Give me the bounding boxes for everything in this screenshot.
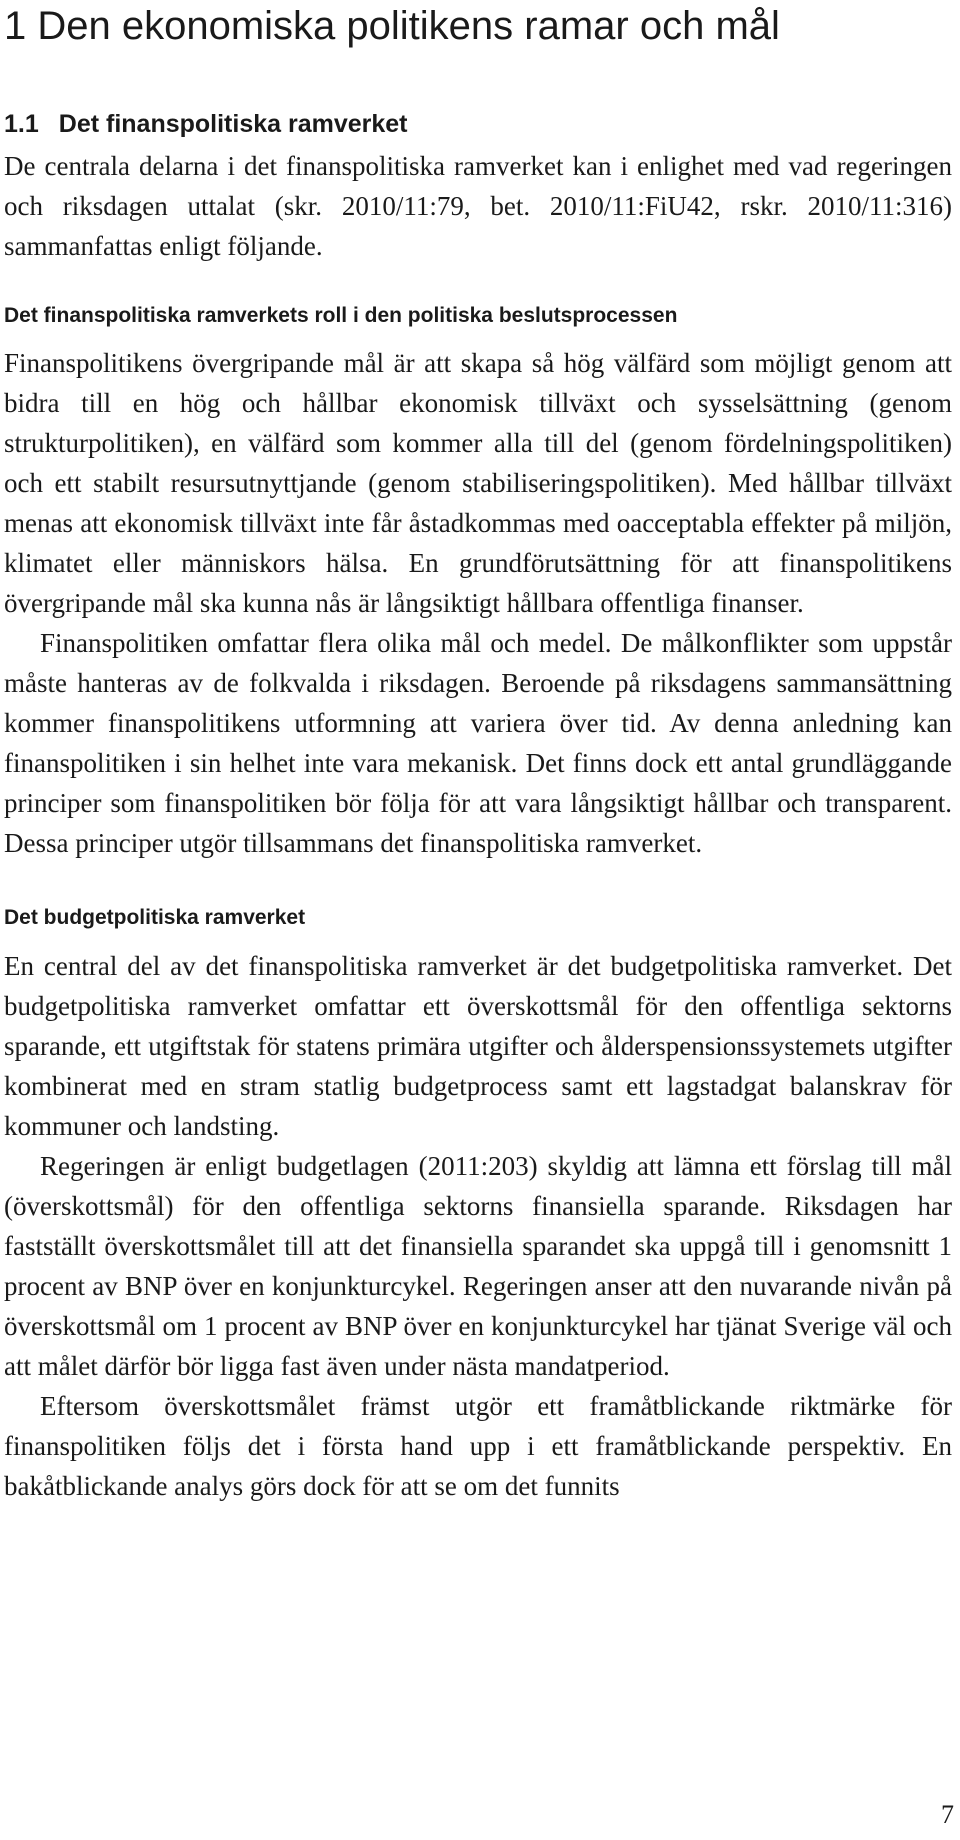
chapter-title: 1 Den ekonomiska politikens ramar och mål [4,4,780,48]
intro-paragraph: De centrala delarna i det finanspolitiska ramverket kan i enlighet med vad regeringen och riksdagen uttalat (skr. 2010/11:79, bet. 2010/11:FiU42, rskr. 2010/11:316) sammanfattas enligt följande. [4,151,952,261]
page-number: 7 [941,1800,954,1829]
budget-paragraph-2: Regeringen är enligt budgetlagen (2011:203) skyldig att lämna ett förslag till mål (överskottsmål) för den offentliga sektorns finansiella sparande. Riksdagen har fastställt överskottsmålet till att det finansiella sparandet ska uppgå till i genomsnitt 1 procent av BNP över en konjunkturcykel. Regeringen anser att den nuvarande nivån på överskottsmål om 1 procent av BNP över en konjunkturcykel har tjänat Sverige väl och att målet därför bör ligga fast även under nästa mandatperiod. [4,1151,952,1381]
intro-text [4,146,952,266]
role-text [4,343,952,863]
section-title: Det finanspolitiska ramverket [58,110,408,138]
section-heading [4,108,408,140]
section-number: 1.1 [4,110,39,138]
budget-paragraph-1: En central del av det finanspolitiska ramverket är det budgetpolitiska ramverket. Det budgetpolitiska ramverket omfattar ett överskottsmål för den offentliga sektorns sparande, ett utgiftstak för statens primära utgifter och ålderspensionssystemets utgifter kombinerat med en stram statlig budgetprocess samt ett lagstadgat balanskrav för kommuner och landsting. [4,951,952,1141]
role-paragraph-2: Finanspolitiken omfattar flera olika mål och medel. De målkonflikter som uppstår måste hanteras av de folkvalda i riksdagen. Beroende på riksdagens sammansättning kommer finanspolitikens utformning att variera över tid. Av denna anledning kan finanspolitiken i sin helhet inte vara mekanisk. Det finns dock ett antal grundläggande principer som finanspolitiken bör följa för att vara långsiktigt hållbar och transparent. Dessa principer utgör tillsammans det finanspolitiska ramverket. [4,628,952,858]
subheading-role: Det finanspolitiska ramverkets roll i den politiska beslutsprocessen [4,304,678,327]
subheading-budget: Det budgetpolitiska ramverket [4,906,306,929]
budget-paragraph-3: Eftersom överskottsmålet främst utgör ett framåtblickande riktmärke för finanspolitiken följs det i första hand upp i ett framåtblickande perspektiv. En bakåtblickande analys görs dock för att se om det funnits [4,1391,952,1501]
role-paragraph-1: Finanspolitikens övergripande mål är att skapa så hög välfärd som möjligt genom att bidra till en hög och hållbar ekonomisk tillväxt och sysselsättning (genom strukturpolitiken), en välfärd som kommer alla till del (genom fördelningspolitiken) och ett stabilt resursutnyttjande (genom stabiliseringspolitiken). Med hållbar tillväxt menas att ekonomisk tillväxt inte får åstadkommas med oacceptabla effekter på miljön, klimatet eller människors hälsa. En grundförutsättning för att finanspolitikens övergripande mål ska kunna nås är långsiktigt hållbara offentliga finanser. [4,348,952,618]
budget-text [4,946,952,1506]
